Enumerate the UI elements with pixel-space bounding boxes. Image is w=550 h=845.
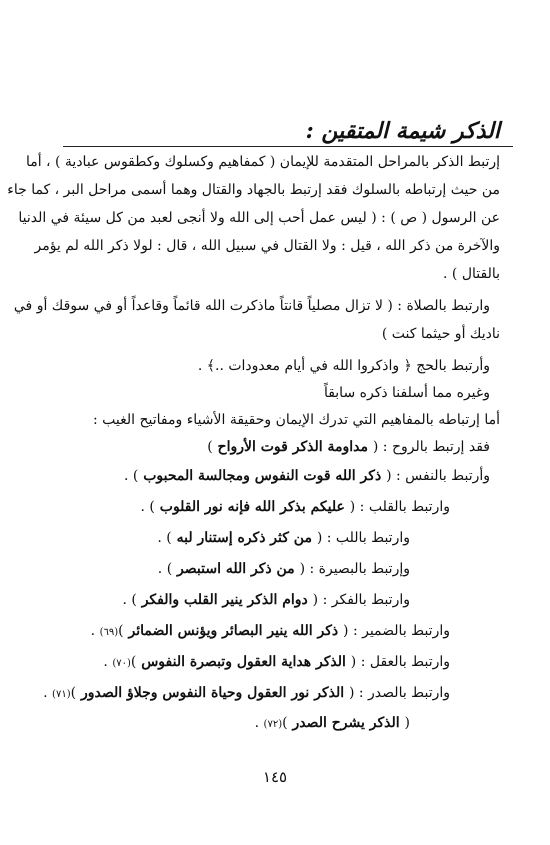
page-number: ١٤٥ — [262, 768, 288, 786]
footnote-marker: (٦٩) — [99, 627, 119, 638]
quote-text: الذكر يشرح الصدر — [287, 715, 405, 731]
quote-line-expands-chest — [255, 713, 410, 735]
quote-close: ) — [70, 685, 77, 701]
quote-text: دوام الذكر ينير القلب والفكر — [136, 592, 313, 608]
footnote-marker: (٧٠) — [112, 658, 131, 669]
quote-close: ) — [118, 623, 124, 639]
paragraph-line-10: أما إرتباطه بالمفاهيم التي تدرك الإيمان وحقيقة الأشياء ومفاتيح الغيب : — [93, 412, 500, 428]
quote-close: ) — [282, 715, 288, 731]
paragraph-line-3: عن الرسول ( ص ) : ( ليس عمل أحب إلى الله ولا أنجى لعبد من كل سيئة في الدنيا — [18, 210, 500, 226]
footnote-marker: (٧٢) — [263, 719, 283, 730]
quote-close: ) . — [157, 561, 173, 577]
quote-intro: وارتبط بالقلب : ( — [349, 499, 450, 515]
quote-text: من كثر ذكره إستنار لبه — [171, 530, 317, 546]
quote-line-chest — [43, 683, 450, 705]
quote-close: ) . — [122, 592, 137, 608]
paragraph-line-6: وارتبط بالصلاة : ( لا تزال مصلياً قانتاً ماذكرت الله قائماً وقاعداً أو في سوقك أو في — [13, 298, 490, 314]
quote-text: ذكر الله ينير البصائر ويؤنس الضمائر — [123, 623, 344, 639]
paragraph-line-9: وغيره مما أسلفنا ذكره سابقاً — [323, 385, 490, 401]
line-end: . — [103, 654, 113, 670]
quote-close: ) . — [124, 468, 139, 484]
paragraph-line-2: من حيث إرتباطه بالسلوك فقد إرتبط بالجهاد والقتال وهما أسمى مراحل البر ، كما جاء — [7, 182, 500, 198]
title-underline — [63, 146, 513, 147]
quote-line-heart — [141, 497, 450, 517]
quote-text: ذكر الله قوت النفوس ومجالسة المحبوب — [138, 468, 387, 484]
quote-line-soul — [124, 466, 490, 486]
quote-close: ) . — [140, 499, 155, 515]
quote-line-intellect — [103, 652, 450, 674]
quote-line-spirit — [207, 437, 490, 457]
quote-intro: وارتبط باللب : ( — [316, 530, 410, 546]
quote-line-mind — [157, 528, 410, 548]
quote-text: عليكم بذكر الله فإنه نور القلوب — [154, 499, 350, 515]
quote-text: الذكر هداية العقول وتبصرة النفوس — [136, 654, 351, 670]
quote-close: ) . — [157, 530, 172, 546]
line-end: . — [43, 685, 53, 701]
quote-line-insight — [158, 559, 410, 579]
quote-text: من ذكر الله استبصر — [172, 561, 300, 577]
quote-close: ) — [130, 654, 137, 670]
paragraph-line-1: إرتبط الذكر بالمراحل المتقدمة للإيمان ( كمفاهيم وكسلوك وكطقوس عبادية ) ، أما — [25, 154, 500, 170]
quote-intro: وارتبط بالعقل : ( — [350, 654, 450, 670]
quote-text: الذكر نور العقول وحياة النفوس وجلاؤ الصدور — [76, 685, 349, 701]
quote-intro: فقد إرتبط بالروح : ( — [372, 439, 490, 455]
section-title: الذكر شيمة المتقين : — [305, 118, 500, 144]
quote-intro: وارتبط بالفكر : ( — [312, 592, 410, 608]
line-end: . — [254, 715, 264, 731]
paragraph-line-8: وأرتبط بالحج ﴿ واذكروا الله في أيام معدودات ..﴾ . — [197, 358, 490, 374]
quote-close: ) — [207, 439, 213, 455]
quote-intro: وأرتبط بالنفس : ( — [386, 468, 490, 484]
paragraph-line-5: بالقتال ) . — [443, 266, 500, 282]
paragraph-line-7: ناديك أو حيثما كنت ) — [381, 326, 500, 342]
quote-line-thought — [122, 590, 410, 610]
quote-text: مداومة الذكر قوت الأرواح — [212, 439, 373, 455]
quote-intro: وإرتبط بالبصيرة : ( — [299, 561, 410, 577]
quote-intro: ( — [404, 715, 410, 731]
line-end: . — [90, 623, 100, 639]
quote-intro: وارتبط بالصدر : ( — [348, 685, 450, 701]
quote-line-conscience — [91, 621, 450, 643]
paragraph-line-4: والآخرة من ذكر الله ، قيل : ولا القتال في سبيل الله ، قال : لولا ذكر الله لم يؤمر — [34, 238, 500, 254]
quote-intro: وارتبط بالضمير : ( — [343, 623, 450, 639]
footnote-marker: (٧١) — [52, 689, 71, 700]
